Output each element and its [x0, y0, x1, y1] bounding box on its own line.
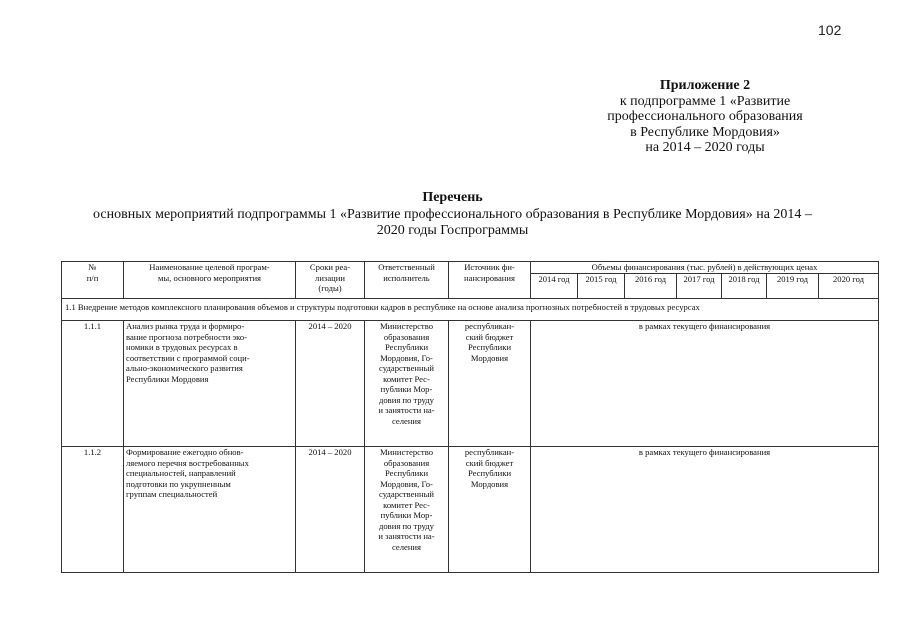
row-source: республикан- ский бюджет Республики Мордовия — [449, 447, 531, 573]
heading-subtitle-line: основных мероприятий подпрограммы 1 «Развитие профессионального образования в Республике Мордовия» на 2014 – — [93, 206, 812, 222]
header-name: Наименование целевой програм- мы, основного мероприятия — [124, 262, 296, 299]
header-funding: Объемы финансирования (тыс. рублей) в действующих ценах — [531, 262, 879, 274]
document-heading — [40, 190, 865, 240]
row-name: Анализ рынка труда и формиро- вание прогноза потребности эко- номики в трудовых ресурсах в соответствии с программой соци- ально-экономического развития Республики Мордовия — [124, 321, 296, 447]
section-row: 1.1 Внедрение методов комплексного планирования объемов и структуры подготовки кадров в республике на основе анализа прогнозных потребностей в трудовых ресурсах — [62, 299, 879, 321]
header-year-2016: 2016 год — [625, 274, 677, 299]
header-responsible: Ответственный исполнитель — [365, 262, 449, 299]
page-number: 102 — [818, 22, 842, 38]
row-funding: в рамках текущего финансирования — [531, 447, 879, 573]
measures-table — [61, 261, 879, 573]
row-name: Формирование ежегодно обнов- ляемого перечня востребованных специальностей, направлений подготовки по укрупненным группам специальностей — [124, 447, 296, 573]
row-responsible: Министерство образования Республики Мордовия, Го- сударственный комитет Рес- публики Мор- довия по труду и занятости на- селения — [365, 447, 449, 573]
appendix-block — [575, 78, 835, 156]
appendix-line: к подпрограмме 1 «Развитие — [619, 93, 791, 109]
appendix-line: в Республике Мордовия» — [630, 124, 780, 140]
heading-title: Перечень — [422, 190, 483, 205]
header-year-2015: 2015 год — [578, 274, 625, 299]
header-year-2020: 2020 год — [819, 274, 879, 299]
row-source: республикан- ский бюджет Республики Мордовия — [449, 321, 531, 447]
row-num: 1.1.1 — [62, 321, 124, 447]
header-year-2019: 2019 год — [767, 274, 819, 299]
heading-subtitle-line: 2020 годы Госпрограммы — [376, 223, 529, 238]
row-funding: в рамках текущего финансирования — [531, 321, 879, 447]
appendix-line: на 2014 – 2020 годы — [645, 140, 765, 155]
row-responsible: Министерство образования Республики Мордовия, Го- сударственный комитет Рес- публики Мор- довия по труду и занятости на- селения — [365, 321, 449, 447]
header-year-2014: 2014 год — [531, 274, 578, 299]
header-source: Источник фи- нансирования — [449, 262, 531, 299]
table-row — [62, 447, 879, 573]
row-term: 2014 – 2020 — [296, 447, 365, 573]
header-num: № п/п — [62, 262, 124, 299]
row-num: 1.1.2 — [62, 447, 124, 573]
header-term: Сроки реа- лизации (годы) — [296, 262, 365, 299]
appendix-title: Приложение 2 — [659, 78, 751, 93]
header-year-2017: 2017 год — [677, 274, 722, 299]
row-term: 2014 – 2020 — [296, 321, 365, 447]
header-year-2018: 2018 год — [722, 274, 767, 299]
appendix-line: профессионального образования — [607, 109, 803, 124]
table-row — [62, 321, 879, 447]
